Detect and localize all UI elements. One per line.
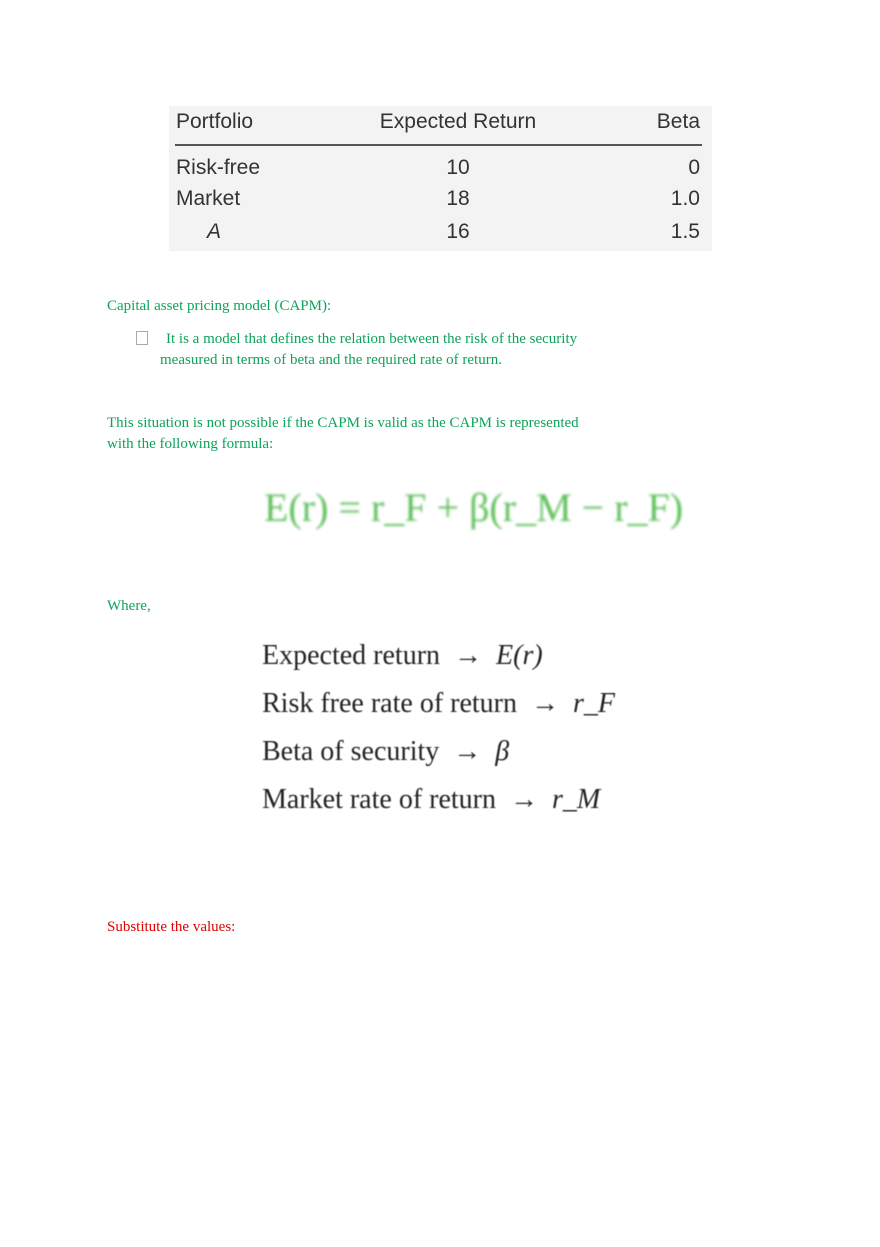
capm-heading: Capital asset pricing model (CAPM): xyxy=(107,298,332,314)
capm-bullet-line2: measured in terms of beta and the required rate of return. xyxy=(160,352,502,368)
capm-bullet-line1: It is a model that defines the relation between the risk of the security xyxy=(166,331,578,347)
definition-market-rate xyxy=(262,776,615,824)
arrow-icon: → xyxy=(447,640,490,671)
definition-term: Risk free rate of return xyxy=(262,688,517,719)
definition-symbol: r_F xyxy=(573,688,615,719)
arrow-icon: → xyxy=(503,784,545,815)
definition-expected-return xyxy=(262,632,615,680)
definition-beta xyxy=(262,728,615,776)
arrow-icon: → xyxy=(524,688,566,719)
situation-line1: This situation is not possible if the CAPM is valid as the CAPM is represented xyxy=(107,415,579,431)
definition-symbol: E(r) xyxy=(496,640,543,671)
cell-beta-a: 1.5 xyxy=(670,220,700,243)
cell-return-a: 16 xyxy=(446,220,470,243)
where-label: Where, xyxy=(107,598,151,614)
substitute-label: Substitute the values: xyxy=(107,919,236,935)
definition-risk-free-rate xyxy=(262,680,615,728)
cell-return-risk-free: 10 xyxy=(446,156,470,179)
capm-formula: E(r) = r_F + β(r_M − r_F) xyxy=(264,485,684,530)
cell-portfolio-a: A xyxy=(207,220,222,243)
definition-term: Expected return xyxy=(262,640,441,671)
bullet-icon xyxy=(136,331,148,345)
cell-portfolio-risk-free: Risk-free xyxy=(176,156,261,179)
definition-term: Beta of security xyxy=(262,736,440,767)
cell-return-market: 18 xyxy=(446,187,470,210)
cell-portfolio-market: Market xyxy=(176,187,241,210)
situation-line2: with the following formula: xyxy=(107,436,274,452)
header-rule xyxy=(175,144,702,146)
definition-term: Market rate of return xyxy=(262,784,496,815)
cell-beta-market: 1.0 xyxy=(670,187,700,210)
definition-symbol: β xyxy=(495,736,510,767)
header-beta: Beta xyxy=(656,110,700,133)
portfolio-table xyxy=(169,106,712,251)
definition-symbol: r_M xyxy=(552,784,601,815)
header-portfolio: Portfolio xyxy=(176,110,254,133)
definitions-list xyxy=(262,632,615,824)
cell-beta-risk-free: 0 xyxy=(688,156,700,179)
header-expected-return: Expected Return xyxy=(379,110,537,133)
arrow-icon: → xyxy=(446,736,489,767)
